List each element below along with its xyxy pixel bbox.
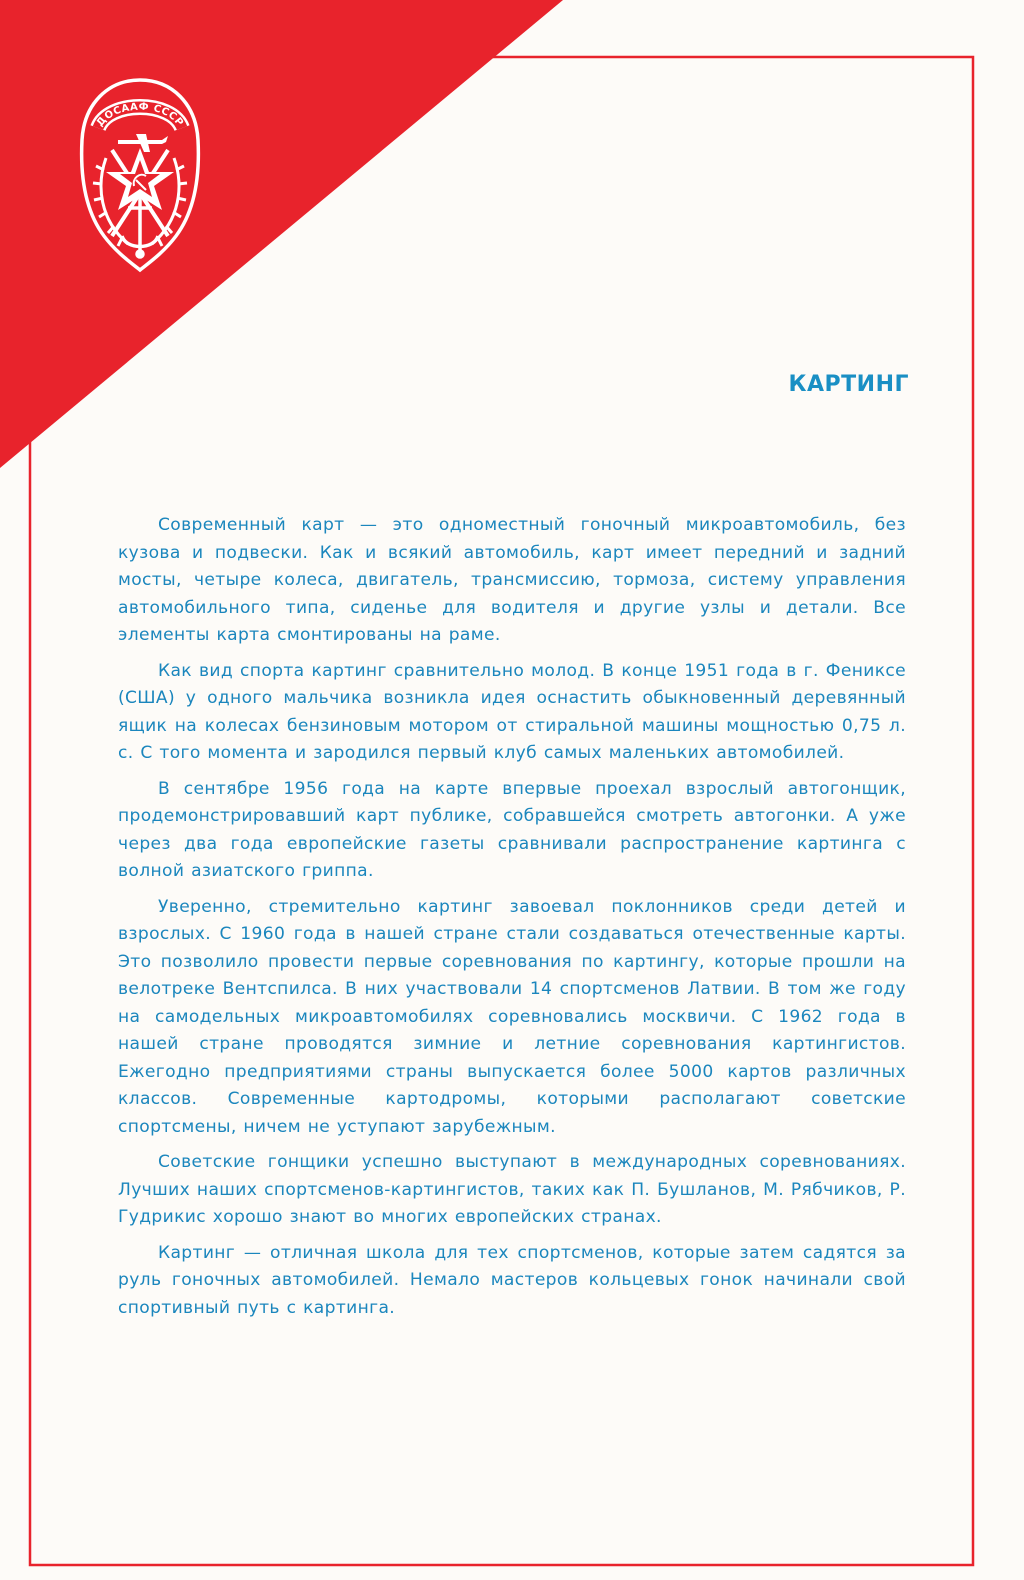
- paragraph: Современный карт — это одноместный гоночный микроавтомобиль, без кузова и подвески. Как и всякий автомобиль, карт имеет передний и задний мосты, четыре колеса, двигатель, трансмиссию, тормоза, систему управления автомобильного типа, сиденье для водителя и другие узлы и детали. Все элементы карта смонтированы на раме.: [118, 515, 906, 645]
- page-title: КАРТИНГ: [788, 372, 909, 397]
- paragraph: Советские гонщики успешно выступают в международных соревнованиях. Лучших наших спортсменов-картингистов, таких как П. Бушланов, М. Рябчиков, Р. Гудрикис хорошо знают во многих европейских странах.: [118, 1152, 906, 1227]
- emblem-ribbon-text: ДОСААФ СССР: [94, 101, 186, 129]
- red-corner-triangle: [0, 0, 563, 468]
- paragraph: Как вид спорта картинг сравнительно молод. В конце 1951 года в г. Фениксе (США) у одного мальчика возникла идея оснастить обыкновенный деревянный ящик на колесах бензиновым мотором от стиральной машины мощностью 0,75 л. с. С того момента и зародился первый клуб самых маленьких автомобилей.: [118, 660, 906, 763]
- paragraph: Уверенно, стремительно картинг завоевал поклонников среди детей и взрослых. С 1960 года в нашей стране стали создаваться отечественные карты. Это позволило провести первые соревнования по картингу, которые прошли на велотреке Вентспилса. В них участвовали 14 спортсменов Латвии. В том же году на самодельных микроавтомобилях соревновались москвичи. С 1962 года в нашей стране проводятся зимние и летние соревнования картингистов. Ежегодно предприятиями страны выпускается более 5000 картов различных классов. Современные картодромы, которыми располагают советские спортсмены, ничем не уступают зарубежным.: [118, 896, 906, 1137]
- paragraph: Картинг — отличная школа для тех спортсменов, которые затем садятся за руль гоночных автомобилей. Немало мастеров кольцевых гонок начинали свой спортивный путь с картинга.: [118, 1242, 906, 1318]
- article-body: [118, 512, 906, 1330]
- paragraph: В сентябре 1956 года на карте впервые проехал взрослый автогонщик, продемонстрировавший карт публике, собравшейся смотреть автогонки. А уже через два года европейские газеты сравнивали распространение картинга с волной азиатского гриппа.: [118, 778, 906, 881]
